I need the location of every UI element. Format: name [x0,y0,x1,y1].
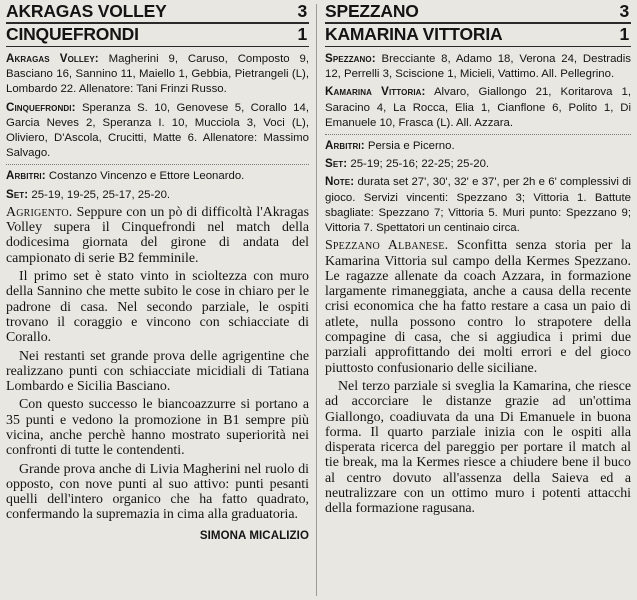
right-home-team: SPEZZANO [325,1,419,21]
right-notes-label: Note: [325,175,355,189]
left-roster-home-label: Akragas Volley: [6,52,99,65]
right-sets-text: 25-19; 25-16; 22-25; 25-20. [350,158,490,171]
left-title-bottom-rule [6,46,309,48]
right-paragraph-2: Nel terzo parziale si sveglia la Kamarina, che riesce ad accorciare le distanze grazie ad un'ottima Giallongo, coadiuvata da una Di Emanuele in buona forma. Il quarto parziale inizia con le ospiti alla disperata ricerca del pareggio per portare il match al tie break, ma la Kermes riesce a chiudere bene il buco al centro dovuto all'assenza della Saieva ed a neutralizzare con un ottimo muro i potenti attacchi della formazione ragusana. [325,378,631,517]
right-sets-label: Set: [325,157,348,171]
right-home-score: 3 [619,1,629,21]
left-roster-away [6,100,309,162]
left-home-score: 3 [297,1,307,21]
right-title-bottom-rule [325,46,631,48]
left-dateline: Agrigento. [6,204,73,220]
left-sets [6,187,309,203]
left-article [6,0,309,542]
right-roster-home-text: Brecciante 8, Adamo 18, Verona 24, Destradis 12, Perrelli 3, Sciscione 1, Micieli, Vattimo. All. Pellegrino. [325,53,631,81]
left-referees-label: Arbitri: [6,169,46,183]
right-away-team: KAMARINA VITTORIA [325,23,503,44]
column-divider [316,4,317,596]
right-paragraph-1 [325,238,631,376]
left-paragraph-4: Con questo successo le biancoazzurre si portano a 35 punti e vedono la promozione in B1 sempre più vicina, anche perchè hanno mostrato superiorità nei confronti di tutte le contendenti. [6,397,309,459]
right-roster-away [325,84,631,131]
right-sets [325,156,631,172]
left-paragraph-3: Nei restanti set grande prova delle agrigentine che realizzano punti con schiacciate micidiali di Tatiana Lombardo e Sicilia Basciano. [6,348,309,395]
right-away-score: 1 [619,23,629,44]
right-roster-away-text: Alvaro, Giallongo 21, Koritarova 1, Saracino 4, La Rocca, Elia 1, Cianflone 6, Polito 1, Di Emanuele 10, Frasca (L). All. Azzara. [325,86,631,129]
right-referees [325,138,631,154]
left-roster-home-text: Magherini 9, Caruso, Composto 9, Basciano 16, Sannino 11, Maiello 1, Gebbia, Pietrangeli (L), Lombardo 22. Allenatore: Tani Frinzi Russo. [6,53,309,96]
left-referees-text: Costanzo Vincenzo e Ettore Leonardo. [48,170,245,183]
right-scoreline [325,0,631,47]
left-scoreline [6,0,309,47]
right-notes [325,174,631,236]
right-paragraph-1-text: Sconfitta senza storia per la Kamarina Vittoria sul campo della Kermes Spezzano. Le ragazze allenate da coach Azzara, in formazione largamente rimaneggiata, anche a causa della recente crisi economica che ha fatto restare a casa un paio di atlete, nulla possono contro lo strapotere della compagine di casa, che si aggiudica i primi due parziali approfittando dei molti errori e del gioco piuttosto confusionario delle siciliane. [325,238,631,376]
right-roster-home [325,51,631,82]
left-paragraph-1-text: Seppure con un pò di difficoltà l'Akragas Volley supera il Cinquefrondi nel match della dodicesima giornata del girone di andata del campionato di serie B2 femminile. [6,204,309,266]
left-away-score: 1 [297,23,307,44]
left-sets-text: 25-19, 19-25, 25-17, 25-20. [31,188,171,201]
right-notes-text: durata set 27', 30', 32' e 37', per 2h e 6' complessivi di gioco. Servizi vincenti: Spezzano 3; Vittoria 1. Battute sbagliate: Spezzano 7; Vittoria 5. Muri punto: Spezzano 9; Vittoria 7. Spettatori un centinaio circa. [325,176,631,235]
right-referees-label: Arbitri: [325,139,365,153]
left-away-team: CINQUEFRONDI [6,23,139,44]
left-paragraph-1 [6,205,309,266]
right-referees-text: Persia e Picerno. [367,140,455,153]
right-article [325,0,631,517]
right-separator [325,134,631,135]
left-sets-label: Set: [6,187,29,201]
right-dateline: Spezzano Albanese. [325,238,449,254]
left-home-row [6,2,309,21]
right-home-row [325,2,631,21]
right-away-row [325,25,631,44]
left-home-team: AKRAGAS VOLLEY [6,1,167,21]
left-roster-home [6,51,309,98]
left-roster-away-label: Cinquefrondi: [6,100,76,114]
right-roster-home-label: Spezzano: [325,52,376,65]
right-roster-away-label: Kamarina Vittoria: [325,85,426,99]
left-away-row [6,25,309,44]
left-paragraph-2: Il primo set è stato vinto in scioltezza con muro della Sannino che mette subito le cose in chiaro per le padrone di casa. Nel secondo parziale, le ospiti trovano il coraggio e vincono con schiacciate di Corallo. [6,269,309,346]
left-separator [6,164,309,165]
left-referees [6,168,309,184]
left-roster-away-text: Speranza S. 10, Genovese 5, Corallo 14, Garcia Neves 2, Speranza I. 10, Mucciola 3, Voci (L), Oliviero, D'Ascola, Crucitti, Matte 6. Allenatore: Massimo Salvago. [6,101,309,160]
author-byline: SIMONA MICALIZIO [199,529,309,542]
left-paragraph-5: Grande prova anche di Livia Magherini nel ruolo di opposto, con nove punti al suo attivo: punti pesanti quelli dell'intero organico che ha fatto quadrato, confermando la supremazia in cima alla graduatoria. [6,461,309,523]
